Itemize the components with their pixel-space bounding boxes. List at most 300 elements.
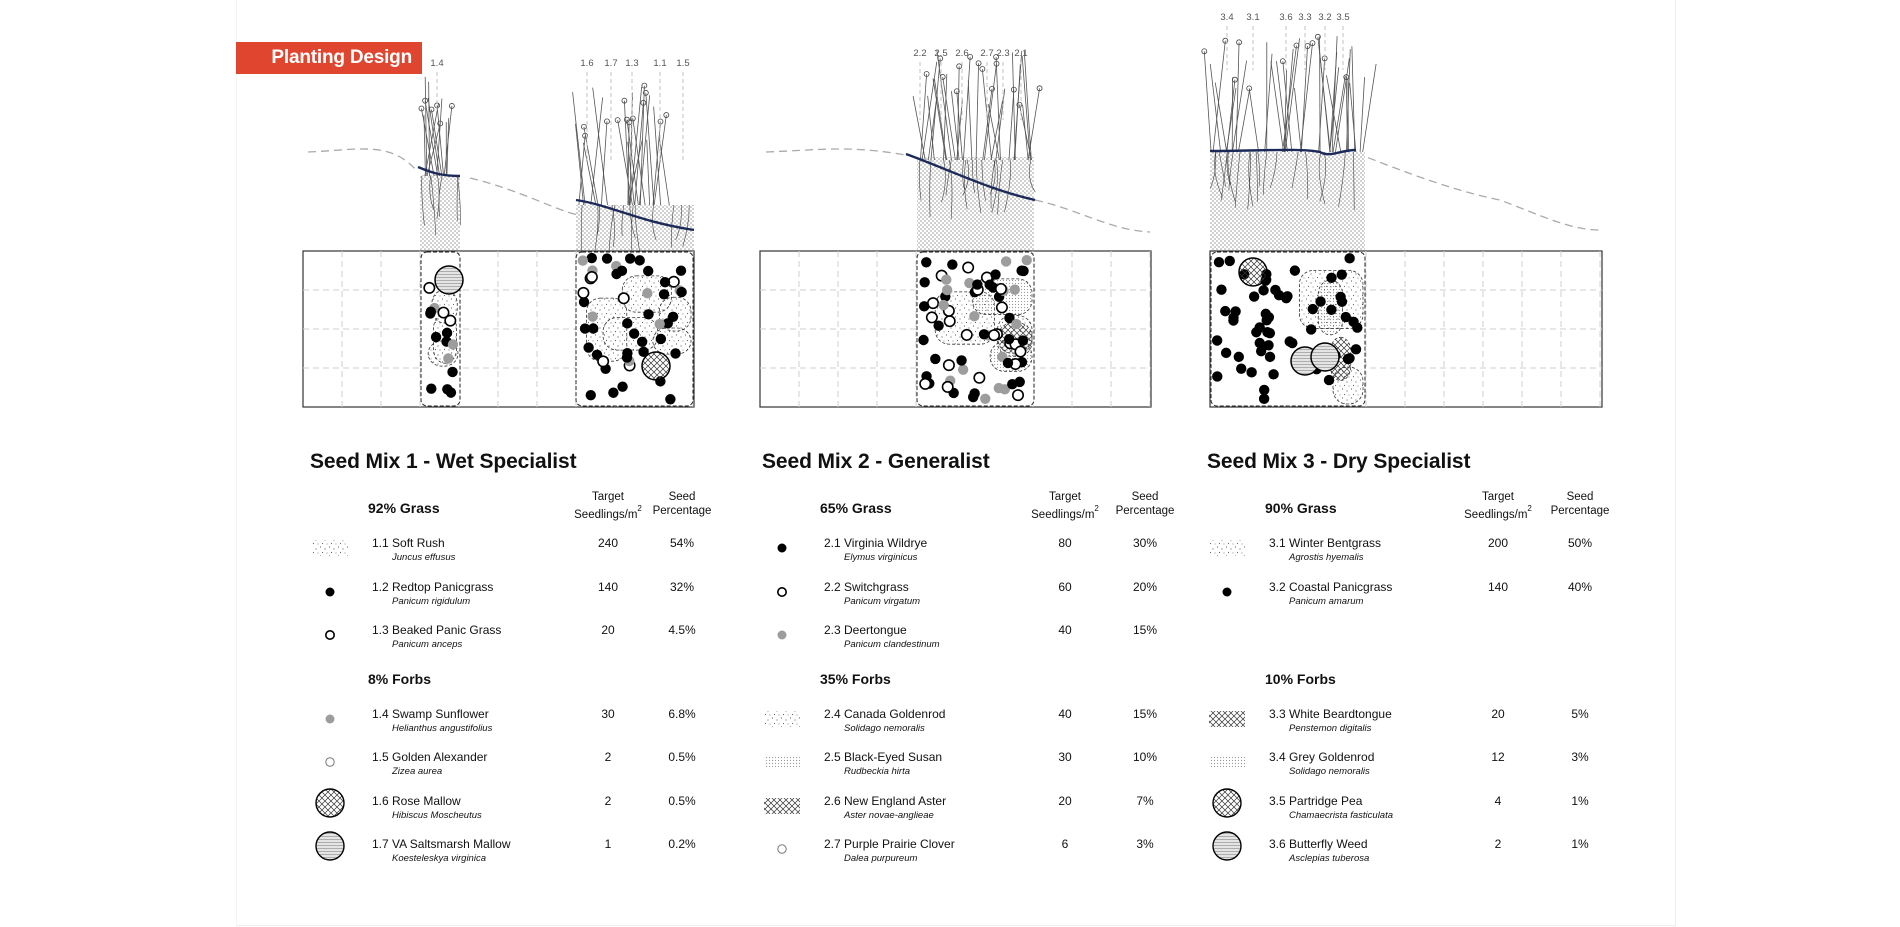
open-seedling <box>928 298 938 308</box>
seed-percentage-value: 0.5% <box>668 750 696 764</box>
target-seedlings-value: 40 <box>1058 623 1072 637</box>
scientific-name: Solidago nemoralis <box>1289 766 1370 777</box>
scientific-name: Asclepias tuberosa <box>1289 853 1370 864</box>
seed-row <box>310 792 730 836</box>
black-seedling <box>1287 338 1297 348</box>
plant-stem <box>444 106 452 176</box>
black-seedling <box>1220 306 1230 316</box>
forbs-group-title: 8% Forbs <box>368 670 432 687</box>
grey-seedling <box>1010 284 1020 294</box>
plant-stem <box>1204 51 1211 152</box>
grey-seedling <box>642 288 652 298</box>
plant-stem <box>1332 36 1337 152</box>
thin-open-dot-symbol-icon <box>310 748 350 776</box>
black-seedling <box>665 394 675 404</box>
plant-stem <box>1009 90 1014 160</box>
black-seedling <box>921 257 931 267</box>
black-seedling <box>676 287 686 297</box>
black-seedling <box>1004 334 1014 344</box>
black-seedling <box>637 337 647 347</box>
black-seedling <box>1270 285 1280 295</box>
open-seedling <box>997 302 1007 312</box>
plant-callout-label: 1.4 <box>430 58 444 69</box>
plant-stem <box>968 81 972 160</box>
header-text: Percentage <box>1550 505 1610 517</box>
seed-row <box>310 621 730 665</box>
seed-mix-title: Seed Mix 1 - Wet Specialist <box>310 450 577 473</box>
black-seedling <box>1018 335 1028 345</box>
seed-percentage-value: 10% <box>1132 750 1158 764</box>
black-seedling <box>919 301 929 311</box>
plant-stem <box>1348 78 1349 152</box>
target-seedlings-value: 80 <box>1058 536 1072 550</box>
black-seedling <box>1348 317 1358 327</box>
plant-stem <box>573 92 586 205</box>
plant-stem <box>1213 41 1225 152</box>
black-seedling <box>426 306 436 316</box>
scientific-name: Juncus effusus <box>392 552 456 563</box>
header-text: Target <box>592 491 624 503</box>
black-seedling <box>1324 375 1334 385</box>
target-seedlings-value: 2 <box>604 793 612 808</box>
seed-percentage-value: 4.5% <box>668 623 696 637</box>
open-seedling <box>1015 346 1025 356</box>
plant-stem <box>1015 64 1021 160</box>
scientific-name: Panicum amarum <box>1289 595 1364 607</box>
grey-dot-symbol-icon <box>762 621 802 649</box>
open-seedling <box>587 272 597 282</box>
black-seedling <box>1263 340 1273 350</box>
black-seedling <box>979 329 989 339</box>
header-text: Seed <box>668 491 696 503</box>
seed-row <box>310 534 730 578</box>
black-seedling <box>580 323 590 333</box>
black-seedling <box>956 355 966 365</box>
open-seedling <box>962 330 972 340</box>
seed-mix-title: Seed Mix 3 - Dry Specialist <box>1207 450 1471 473</box>
black-seedling <box>629 328 639 338</box>
soil-section-mix2 <box>917 157 1034 251</box>
plan-view-mix1 <box>303 251 694 407</box>
forbs-group-title: 35% Forbs <box>820 670 891 687</box>
black-seedling <box>586 390 596 400</box>
common-name: 1.6 Rose Mallow <box>372 793 461 808</box>
scientific-name: Chamaecrista fasticulata <box>1289 809 1394 821</box>
plant-stem <box>928 96 935 160</box>
seed-percentage-value: 6.8% <box>668 706 696 721</box>
target-seedlings-value: 200 <box>1487 536 1509 550</box>
scientific-name: Dalea purpureum <box>844 853 918 864</box>
header-text: Seed <box>1566 491 1594 503</box>
header-text: Percentage <box>652 505 712 517</box>
target-seedlings-value: 140 <box>597 579 619 594</box>
seed-row <box>1207 835 1627 879</box>
black-seedling <box>930 354 940 364</box>
lined-circle-symbol-icon <box>310 829 350 863</box>
plant-stem <box>429 82 430 176</box>
plant-stem <box>1232 61 1246 152</box>
target-seedlings-value: 4 <box>1494 793 1502 808</box>
plant-stem <box>659 137 669 205</box>
black-seedling <box>972 279 982 289</box>
black-dot-symbol-icon <box>1207 578 1247 606</box>
seed-row <box>310 748 730 792</box>
open-seedling <box>920 379 930 389</box>
seed-mix-panel <box>310 448 730 879</box>
open-seedling <box>445 315 455 325</box>
lined-plant <box>435 266 463 294</box>
black-seedling <box>1326 305 1336 315</box>
target-seedlings-value: 2 <box>1494 837 1502 851</box>
black-seedling <box>1335 292 1345 302</box>
target-seedlings-value: 1 <box>604 837 612 851</box>
page-title: Planting Design <box>236 42 422 74</box>
black-seedling <box>919 277 929 287</box>
common-name: 3.3 White Beardtongue <box>1269 706 1392 721</box>
black-seedling <box>1007 379 1017 389</box>
black-seedling <box>1337 269 1347 279</box>
target-seedlings-value: 30 <box>601 706 615 721</box>
seed-percentage-value: 3% <box>1136 837 1154 851</box>
black-seedling <box>1306 324 1316 334</box>
black-seedling <box>1214 257 1224 267</box>
black-seedling <box>659 289 669 299</box>
open-seedling <box>619 293 629 303</box>
seed-percentage-value: 30% <box>1132 536 1158 550</box>
grey-seedling <box>941 275 951 285</box>
grass-group-header <box>310 488 730 534</box>
target-seedlings-header <box>1015 490 1115 522</box>
black-seedling <box>1225 256 1235 266</box>
scientific-name: Hibiscus Moscheutus <box>392 809 482 821</box>
plant-callout-label: 2.1 <box>1014 48 1028 59</box>
grass-group-title: 92% Grass <box>368 500 440 516</box>
grey-seedling <box>980 394 990 404</box>
seed-row <box>1207 705 1627 749</box>
common-name: 3.6 Butterfly Weed <box>1269 837 1368 851</box>
seed-row <box>310 835 730 879</box>
target-seedlings-value: 30 <box>1058 750 1072 764</box>
grass-group-header <box>762 488 1182 534</box>
black-seedling <box>583 342 593 352</box>
plant-callout-label: 1.6 <box>580 58 594 69</box>
black-seedling <box>668 312 678 322</box>
plant-stem <box>913 96 925 160</box>
plant-stem <box>1294 88 1301 152</box>
seed-percentage-value: 0.5% <box>668 793 696 808</box>
plant-callout-label: 1.1 <box>653 58 667 69</box>
black-seedling <box>625 253 635 263</box>
common-name: 2.3 Deertongue <box>824 623 907 637</box>
common-name: 2.2 Switchgrass <box>824 579 909 594</box>
grass-group-title: 90% Grass <box>1265 500 1337 516</box>
scientific-name: Panicum clandestinum <box>844 639 940 650</box>
plant-stem <box>976 63 978 160</box>
scientific-name: Helianthus angustifolius <box>392 722 493 734</box>
black-seedling <box>426 383 436 393</box>
seed-mix-panel <box>1207 448 1627 879</box>
plant-stem <box>1238 89 1249 152</box>
open-dot-symbol-icon <box>310 621 350 649</box>
seed-percentage-value: 7% <box>1136 793 1154 808</box>
scientific-name: Elymus virginicus <box>844 552 918 563</box>
scientific-name: Aster novae-anglieae <box>844 809 934 821</box>
plan-view-mix3 <box>1210 251 1602 407</box>
black-seedling <box>442 384 452 394</box>
plant-callout-label: 2.7 <box>980 48 994 59</box>
plant-callout-label: 3.1 <box>1246 12 1260 23</box>
header-text: Target <box>1049 491 1081 503</box>
grey-seedling <box>578 255 588 265</box>
common-name: 1.4 Swamp Sunflower <box>372 706 489 721</box>
grey-seedling <box>942 285 952 295</box>
plant-stem <box>647 140 650 205</box>
plant-stem <box>1236 42 1239 152</box>
open-seedling <box>944 360 954 370</box>
seed-percentage-value: 40% <box>1567 579 1593 594</box>
open-seedling <box>927 312 937 322</box>
black-seedling <box>1261 309 1271 319</box>
target-seedlings-value: 60 <box>1058 579 1072 594</box>
scientific-name: Zizea aurea <box>392 766 443 777</box>
plant-stem <box>1282 46 1296 152</box>
scientific-name: Solidago nemoralis <box>844 722 925 734</box>
crosshatch-symbol-icon <box>762 792 802 820</box>
black-seedling <box>1230 306 1240 316</box>
seed-row <box>762 835 1182 879</box>
open-seedling <box>963 262 973 272</box>
seed-row <box>310 705 730 749</box>
seed-percentage-header <box>1540 490 1620 518</box>
stipple-symbol-icon <box>310 534 350 562</box>
plant-callout-label: 3.2 <box>1318 12 1332 23</box>
target-seedlings-value: 40 <box>1058 706 1072 721</box>
seed-row <box>1207 792 1627 836</box>
crosshatch-circle-symbol-icon <box>1207 786 1247 820</box>
seed-percentage-value: 1% <box>1571 837 1589 851</box>
common-name: 1.1 Soft Rush <box>372 536 445 550</box>
scientific-name: Panicum rigidulum <box>392 595 471 607</box>
black-seedling <box>1315 296 1325 306</box>
black-seedling <box>1255 338 1265 348</box>
scientific-name: Panicum virgatum <box>844 595 921 607</box>
open-dot-symbol-icon <box>762 578 802 606</box>
black-seedling <box>1249 291 1259 301</box>
grey-seedling <box>994 383 1004 393</box>
black-seedling <box>1246 367 1256 377</box>
target-seedlings-header <box>1448 490 1548 522</box>
seed-percentage-value: 5% <box>1571 706 1589 721</box>
black-seedling <box>622 318 632 328</box>
black-seedling <box>1003 358 1013 368</box>
black-seedling <box>634 255 644 265</box>
plant-callout-label: 2.6 <box>955 48 969 59</box>
black-seedling <box>1343 354 1353 364</box>
header-text: Percentage <box>1115 505 1175 517</box>
seed-percentage-header <box>1105 490 1185 518</box>
black-seedling <box>1251 327 1261 337</box>
black-seedling <box>442 328 452 338</box>
black-seedling <box>1228 315 1238 325</box>
target-seedlings-value: 20 <box>1058 793 1072 808</box>
seed-percentage-value: 15% <box>1132 706 1158 721</box>
open-seedling <box>1013 390 1023 400</box>
grey-seedling <box>938 300 948 310</box>
seed-percentage-value: 54% <box>669 536 695 550</box>
plant-callout-label: 3.6 <box>1279 12 1293 23</box>
plant-callout-label: 1.5 <box>676 58 690 69</box>
grey-seedling <box>588 311 598 321</box>
crosshatch-circle-symbol-icon <box>310 786 350 820</box>
black-seedling <box>1259 385 1269 395</box>
black-dot-symbol-icon <box>762 534 802 562</box>
seed-row <box>762 621 1182 665</box>
black-seedling <box>602 253 612 263</box>
open-seedling <box>942 382 952 392</box>
black-seedling <box>643 309 653 319</box>
grass-group-title: 65% Grass <box>820 500 892 516</box>
seed-percentage-value: 1% <box>1571 793 1589 808</box>
black-seedling <box>1351 344 1361 354</box>
seed-percentage-value: 0.2% <box>668 837 696 851</box>
seed-mix-title: Seed Mix 2 - Generalist <box>762 450 990 473</box>
grass-group-header <box>1207 488 1627 534</box>
plant-stem <box>1352 46 1355 152</box>
header-text: Seedlings/m <box>1031 508 1095 521</box>
thin-open-dot-symbol-icon <box>762 835 802 863</box>
grey-seedling <box>1011 319 1021 329</box>
lined-circle-symbol-icon <box>1207 829 1247 863</box>
seed-row <box>310 578 730 622</box>
stipple-symbol-icon <box>762 705 802 733</box>
seed-percentage-value: 20% <box>1132 579 1158 594</box>
lined-plant <box>1311 343 1339 371</box>
crosshatch-plant <box>642 352 670 380</box>
black-seedling <box>587 253 597 263</box>
scientific-name: Agrostis hyemalis <box>1289 552 1364 563</box>
black-seedling <box>947 259 957 269</box>
common-name: 2.4 Canada Goldenrod <box>824 706 946 721</box>
plant-callout-label: 1.7 <box>604 58 618 69</box>
crosshatch-symbol-icon <box>1207 705 1247 733</box>
header-text: Target <box>1482 491 1514 503</box>
black-seedling <box>1308 304 1318 314</box>
black-seedling <box>656 334 666 344</box>
black-seedling <box>431 332 441 342</box>
grey-seedling <box>443 353 453 363</box>
seed-percentage-value: 50% <box>1567 536 1593 550</box>
plant-stem <box>1227 80 1235 152</box>
common-name: 2.5 Black-Eyed Susan <box>824 750 943 764</box>
black-seedling <box>1234 352 1244 362</box>
common-name: 3.2 Coastal Panicgrass <box>1269 579 1393 594</box>
forbs-group-header <box>762 665 1182 705</box>
plant-stem <box>584 127 598 205</box>
black-seedling <box>1290 265 1300 275</box>
plan-view-mix2 <box>760 251 1151 407</box>
common-name: 1.5 Golden Alexander <box>372 750 488 764</box>
seed-row <box>762 748 1182 792</box>
seed-row <box>762 705 1182 749</box>
grey-seedling <box>1001 256 1011 266</box>
common-name: 2.1 Virginia Wildrye <box>824 536 928 550</box>
black-seedling <box>617 266 627 276</box>
plant-callout-label: 2.5 <box>934 48 948 59</box>
seed-percentage-value: 32% <box>669 579 695 594</box>
target-seedlings-value: 6 <box>1061 837 1069 851</box>
black-seedling <box>990 269 1000 279</box>
seed-row <box>1207 748 1627 792</box>
header-superscript: 2 <box>1527 504 1532 513</box>
black-seedling <box>1236 364 1246 374</box>
black-seedling <box>617 381 627 391</box>
common-name: 3.1 Winter Bentgrass <box>1269 536 1382 550</box>
seed-row <box>762 578 1182 622</box>
open-seedling <box>424 283 434 293</box>
plant-callout-label: 3.4 <box>1220 12 1234 23</box>
black-seedling <box>643 266 653 276</box>
crosshatch-plant <box>1239 258 1267 286</box>
black-seedling <box>660 277 670 287</box>
black-seedling <box>1018 266 1028 276</box>
open-seedling <box>974 373 984 383</box>
black-seedling <box>969 388 979 398</box>
open-seedling <box>996 284 1006 294</box>
black-seedling <box>622 352 632 362</box>
scientific-name: Penstemon digitalis <box>1289 722 1372 734</box>
black-seedling <box>1344 253 1354 263</box>
black-seedling <box>1216 284 1226 294</box>
forbs-group-header <box>310 665 730 705</box>
grey-dot-symbol-icon <box>310 705 350 733</box>
target-seedlings-value: 240 <box>597 536 619 550</box>
black-seedling <box>1265 352 1275 362</box>
plant-callout-label: 2.3 <box>996 48 1010 59</box>
black-seedling <box>447 367 457 377</box>
grey-seedling <box>654 319 664 329</box>
seed-mix-panel <box>762 448 1182 879</box>
common-name: 2.6 New England Aster <box>824 793 947 808</box>
black-dot-symbol-icon <box>310 578 350 606</box>
target-seedlings-value: 2 <box>604 750 612 764</box>
black-seedling <box>1258 285 1268 295</box>
common-name: 2.7 Purple Prairie Clover <box>824 837 955 851</box>
target-seedlings-value: 140 <box>1487 579 1509 594</box>
seed-percentage-header <box>642 490 722 518</box>
scientific-name: Panicum anceps <box>392 639 463 650</box>
spacer <box>1207 621 1627 665</box>
plant-stem <box>1249 88 1258 152</box>
plant-callout-label: 3.3 <box>1298 12 1312 23</box>
soil-section-mix3 <box>1210 152 1365 251</box>
header-superscript: 2 <box>637 504 642 513</box>
plant-stem <box>920 74 926 160</box>
common-name: 1.7 VA Saltsmarsh Mallow <box>372 837 511 851</box>
header-text: Seedlings/m <box>1464 508 1528 521</box>
black-seedling <box>1265 328 1275 338</box>
grey-seedling <box>969 311 979 321</box>
black-seedling <box>1212 371 1222 381</box>
plant-stem <box>1265 54 1272 152</box>
black-seedling <box>1259 394 1269 404</box>
grey-seedling <box>448 339 458 349</box>
scientific-name: Koesteleskya virginica <box>392 853 486 864</box>
plant-stem <box>1360 77 1364 152</box>
black-seedling <box>918 335 928 345</box>
black-seedling <box>676 265 686 275</box>
black-seedling <box>1221 348 1231 358</box>
open-seedling <box>989 330 999 340</box>
